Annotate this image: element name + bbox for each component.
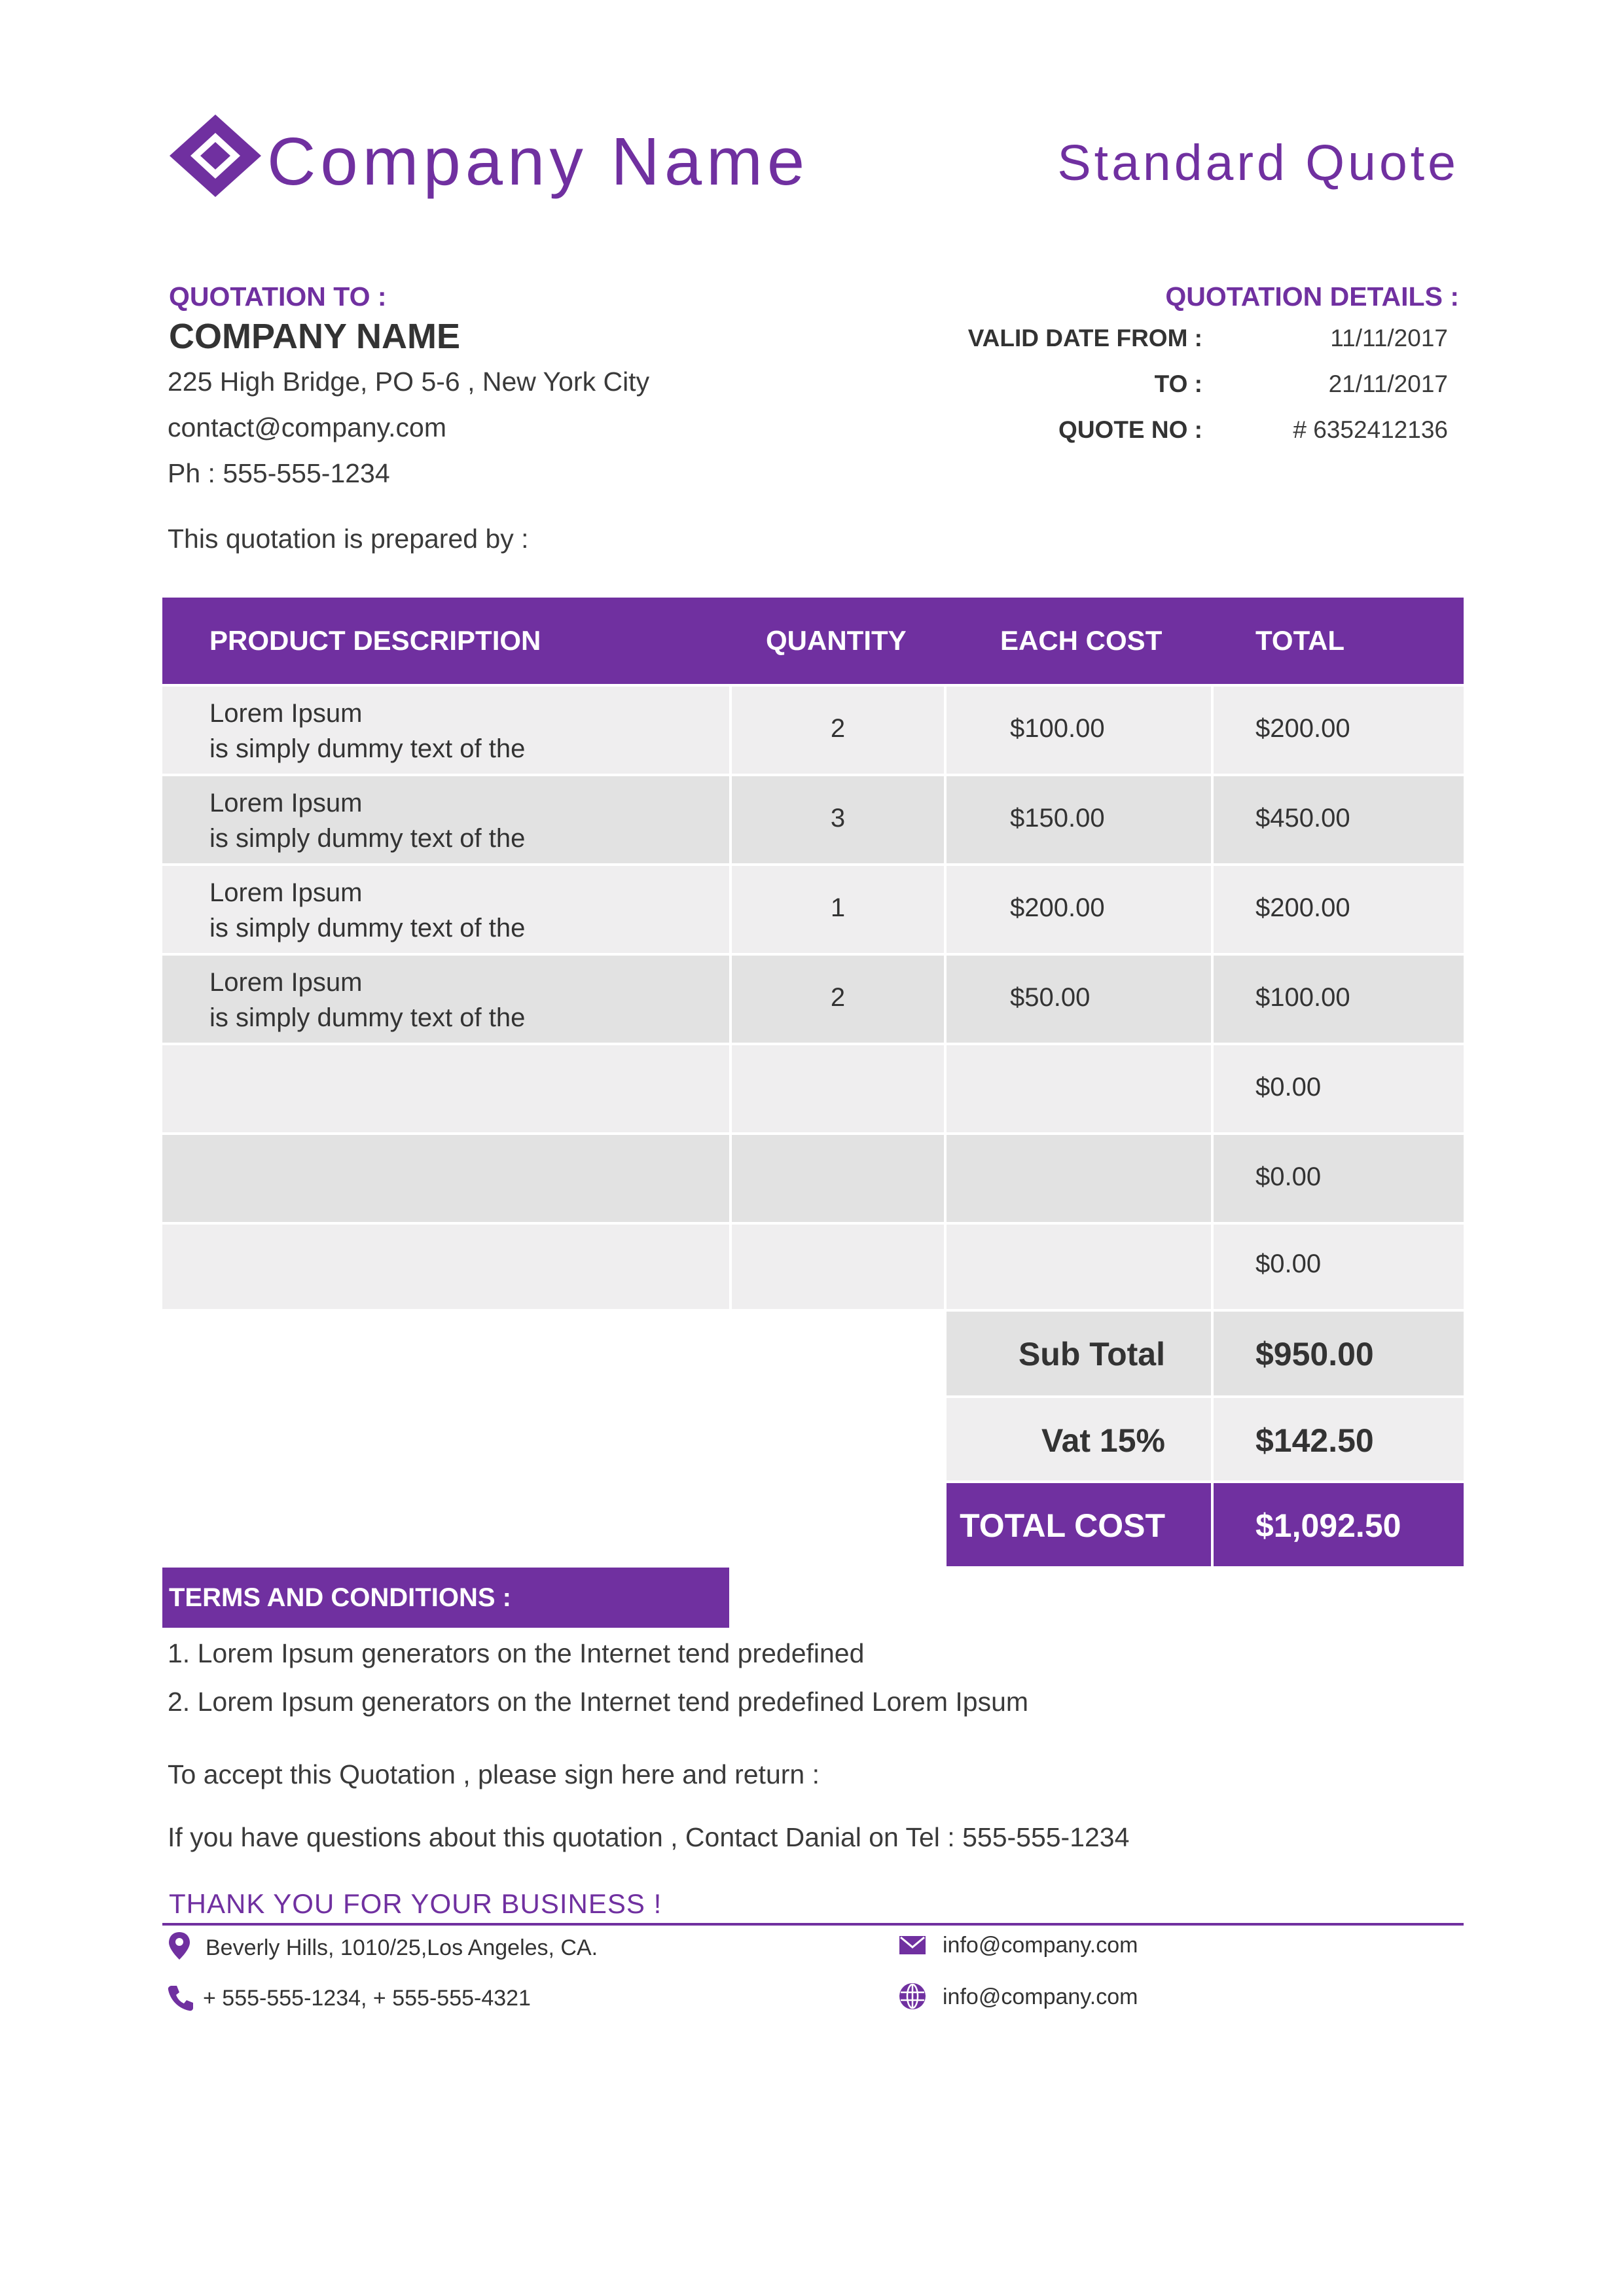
vat-value: $142.50 xyxy=(1255,1422,1374,1459)
valid-to-label: TO : xyxy=(1154,370,1202,397)
quote-no-value: # 6352412136 xyxy=(1293,416,1448,443)
row-total: $450.00 xyxy=(1255,804,1350,833)
logo-diamond-icon xyxy=(168,113,263,198)
row-description-title: Lorem Ipsum xyxy=(209,878,363,907)
header-quantity: QUANTITY xyxy=(766,625,907,656)
row-total: $0.00 xyxy=(1255,1162,1322,1191)
row-total: $100.00 xyxy=(1255,983,1350,1012)
quote-no-label: QUOTE NO : xyxy=(1058,416,1202,443)
row-description-title: Lorem Ipsum xyxy=(209,968,363,997)
total-cost-value-cell xyxy=(1214,1483,1464,1566)
row-quantity: 2 xyxy=(830,714,846,743)
row-description-title: Lorem Ipsum xyxy=(209,699,363,728)
footer-email: info@company.com xyxy=(943,1933,1138,1958)
subtotal-label-cell xyxy=(947,1312,1211,1395)
row-total: $0.00 xyxy=(1255,1073,1322,1102)
quotation-to-label: QUOTATION TO : xyxy=(169,281,387,312)
row-total: $0.00 xyxy=(1255,1249,1322,1278)
client-phone: Ph : 555-555-1234 xyxy=(168,458,390,488)
total-cost-label-cell xyxy=(947,1483,1211,1566)
header-description: PRODUCT DESCRIPTION xyxy=(209,625,541,656)
total-cost-value: $1,092.50 xyxy=(1255,1507,1401,1544)
globe-icon xyxy=(898,1982,927,2011)
contact-instructions: If you have questions about this quotation , Contact Danial on Tel : 555-555-1234 xyxy=(168,1822,1130,1852)
row-description-subtitle: is simply dummy text of the xyxy=(209,1003,526,1032)
row-total: $200.00 xyxy=(1255,714,1350,743)
terms-item: 1. Lorem Ipsum generators on the Internet tend predefined xyxy=(168,1638,865,1668)
terms-item: 2. Lorem Ipsum generators on the Internet tend predefined Lorem Ipsum xyxy=(168,1687,1029,1717)
envelope-icon xyxy=(898,1931,927,1960)
valid-to-value: 21/11/2017 xyxy=(1328,370,1448,397)
row-description-subtitle: is simply dummy text of the xyxy=(209,734,526,763)
subtotal-value: $950.00 xyxy=(1255,1336,1374,1372)
row-each-cost: $50.00 xyxy=(1010,983,1091,1012)
subtotal-value-cell xyxy=(1214,1312,1464,1395)
row-quantity: 3 xyxy=(830,804,846,833)
vat-label: Vat 15% xyxy=(1041,1422,1165,1459)
vat-value-cell xyxy=(1214,1398,1464,1480)
row-total: $200.00 xyxy=(1255,893,1350,922)
table-row xyxy=(162,1225,1464,1309)
footer-phones: + 555-555-1234, + 555-555-4321 xyxy=(203,1986,531,2011)
table-row xyxy=(162,866,1464,953)
vat-label-cell xyxy=(947,1398,1211,1480)
client-company-name: COMPANY NAME xyxy=(169,317,461,356)
table-row xyxy=(162,956,1464,1043)
terms-heading-text: TERMS AND CONDITIONS : xyxy=(169,1583,511,1612)
valid-from-label: VALID DATE FROM : xyxy=(967,325,1202,351)
table-row xyxy=(162,776,1464,863)
footer-web: info@company.com xyxy=(943,1984,1138,2009)
table-row xyxy=(162,1045,1464,1132)
valid-from-value: 11/11/2017 xyxy=(1330,325,1448,351)
table-row xyxy=(162,1135,1464,1222)
client-email: contact@company.com xyxy=(168,412,446,442)
row-quantity: 1 xyxy=(830,893,846,922)
row-each-cost: $150.00 xyxy=(1010,804,1105,833)
terms-heading xyxy=(162,1568,729,1628)
row-description-subtitle: is simply dummy text of the xyxy=(209,824,526,853)
document-title: Standard Quote xyxy=(1057,135,1459,191)
row-each-cost: $100.00 xyxy=(1010,714,1105,743)
row-description-title: Lorem Ipsum xyxy=(209,789,363,817)
row-quantity: 2 xyxy=(830,983,846,1012)
quotation-details-label: QUOTATION DETAILS : xyxy=(1165,281,1459,312)
total-cost-label: TOTAL COST xyxy=(960,1507,1165,1544)
accept-instructions: To accept this Quotation , please sign here and return : xyxy=(168,1759,820,1789)
row-description-subtitle: is simply dummy text of the xyxy=(209,914,526,942)
thank-you-message: THANK YOU FOR YOUR BUSINESS ! xyxy=(169,1888,662,1919)
prepared-by-text: This quotation is prepared by : xyxy=(168,524,529,554)
location-pin-icon xyxy=(165,1931,194,1960)
table-header xyxy=(162,598,1464,684)
subtotal-label: Sub Total xyxy=(1018,1336,1165,1372)
client-address: 225 High Bridge, PO 5-6 , New York City xyxy=(168,367,650,397)
header-each-cost: EACH COST xyxy=(1000,625,1163,656)
footer-address: Beverly Hills, 1010/25,Los Angeles, CA. xyxy=(206,1935,598,1960)
footer-divider xyxy=(162,1923,1464,1926)
company-name-logo: Company Name xyxy=(267,124,810,199)
row-each-cost: $200.00 xyxy=(1010,893,1105,922)
table-row xyxy=(162,687,1464,774)
phone-icon xyxy=(166,1983,195,2012)
header-total: TOTAL xyxy=(1255,625,1345,656)
